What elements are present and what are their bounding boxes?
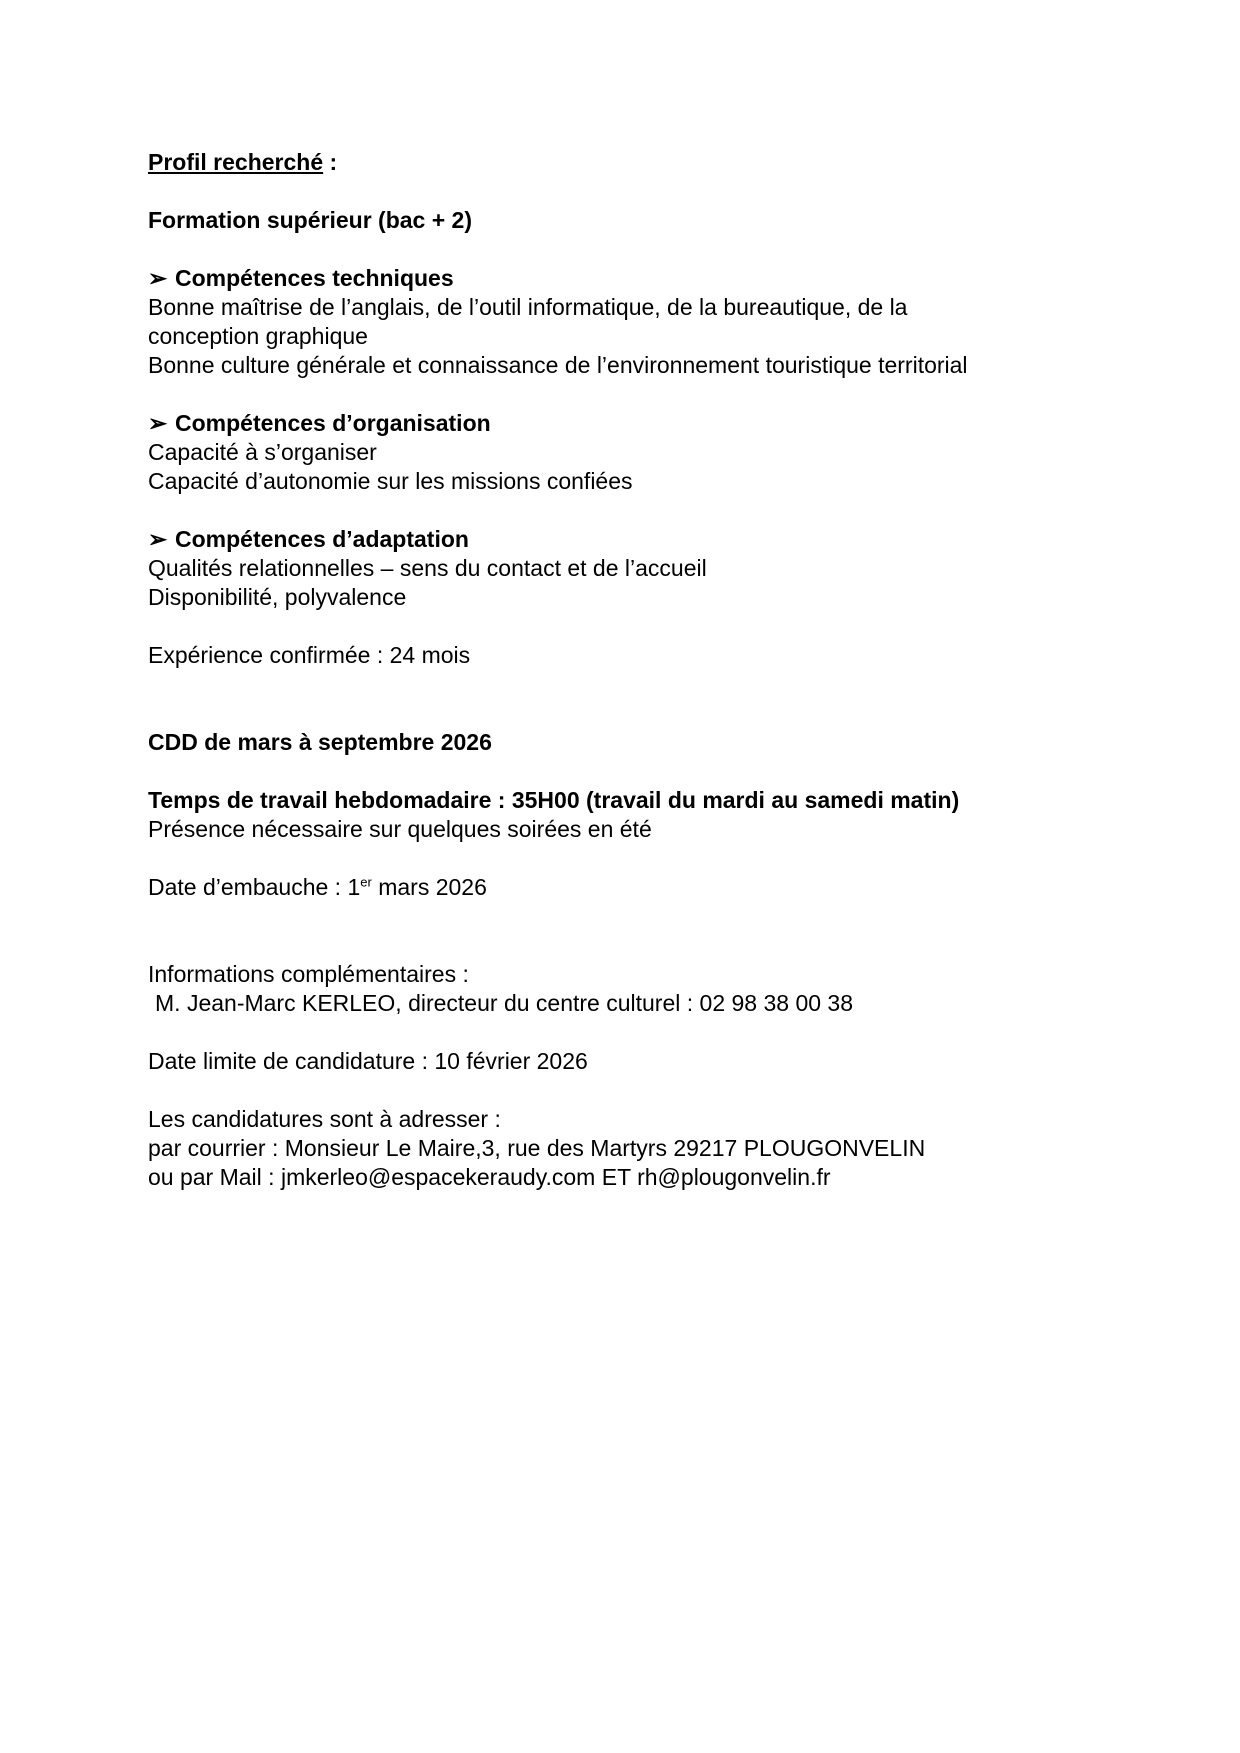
spacer: [148, 844, 1108, 873]
email-separator: ET: [595, 1164, 638, 1190]
section-title: Compétences d’organisation: [175, 410, 491, 436]
spacer: [148, 380, 1108, 409]
section-line: conception graphique: [148, 323, 368, 349]
spacer: [148, 177, 1108, 206]
spacer: [148, 235, 1108, 264]
profile-heading: Profil recherché: [148, 149, 324, 175]
spacer: [148, 757, 1108, 786]
spacer: [148, 902, 1108, 960]
info-contact: M. Jean-Marc KERLEO, directeur du centre culturel : 02 98 38 00 38: [155, 990, 854, 1016]
application-deadline: Date limite de candidature : 10 février 2026: [148, 1048, 588, 1074]
education-requirement: Formation supérieur (bac + 2): [148, 207, 472, 233]
section-adaptation-skills: [148, 525, 1108, 612]
email-link-1[interactable]: jmkerleo@espacekeraudy.com: [280, 1164, 596, 1190]
section-line: Capacité d’autonomie sur les missions confiées: [148, 468, 633, 494]
spacer: [148, 612, 1108, 641]
hire-date-suffix: mars 2026: [371, 874, 487, 900]
application-intro: Les candidatures sont à adresser :: [148, 1106, 501, 1132]
section-title: Compétences techniques: [175, 265, 454, 291]
experience-requirement: Expérience confirmée : 24 mois: [148, 642, 471, 668]
section-line: Capacité à s’organiser: [148, 439, 377, 465]
hire-date-superscript: er: [360, 874, 372, 890]
section-technical-skills: [148, 264, 1108, 380]
section-line: Disponibilité, polyvalence: [148, 584, 407, 610]
spacer: [148, 670, 1108, 728]
spacer: [148, 496, 1108, 525]
email-link-2[interactable]: rh@plougonvelin.fr: [637, 1164, 831, 1190]
hire-date: [148, 873, 1108, 902]
hire-date-prefix: Date d’embauche : 1: [148, 874, 361, 900]
work-time-note: Présence nécessaire sur quelques soirées en été: [148, 816, 652, 842]
arrow-bullet-icon: ➢: [148, 410, 168, 436]
arrow-bullet-icon: ➢: [148, 526, 168, 552]
document-page: [148, 148, 1108, 1192]
section-title: Compétences d’adaptation: [175, 526, 469, 552]
section-organisation-skills: [148, 409, 1108, 496]
email-prefix: ou par Mail :: [148, 1164, 281, 1190]
profile-heading-line: [148, 148, 1108, 177]
section-line: Bonne culture générale et connaissance de l’environnement touristique territorial: [148, 352, 968, 378]
info-label: Informations complémentaires :: [148, 961, 469, 987]
contract-type: CDD de mars à septembre 2026: [148, 729, 492, 755]
arrow-bullet-icon: ➢: [148, 265, 168, 291]
profile-heading-colon: :: [323, 149, 338, 175]
section-line: Bonne maîtrise de l’anglais, de l’outil informatique, de la bureautique, de la: [148, 294, 908, 320]
spacer: [148, 1018, 1108, 1047]
application-email-line: [148, 1163, 1108, 1192]
section-line: Qualités relationnelles – sens du contact et de l’accueil: [148, 555, 707, 581]
application-postal: par courrier : Monsieur Le Maire,3, rue des Martyrs 29217 PLOUGONVELIN: [148, 1135, 926, 1161]
work-time: Temps de travail hebdomadaire : 35H00 (travail du mardi au samedi matin): [148, 787, 960, 813]
spacer: [148, 1076, 1108, 1105]
